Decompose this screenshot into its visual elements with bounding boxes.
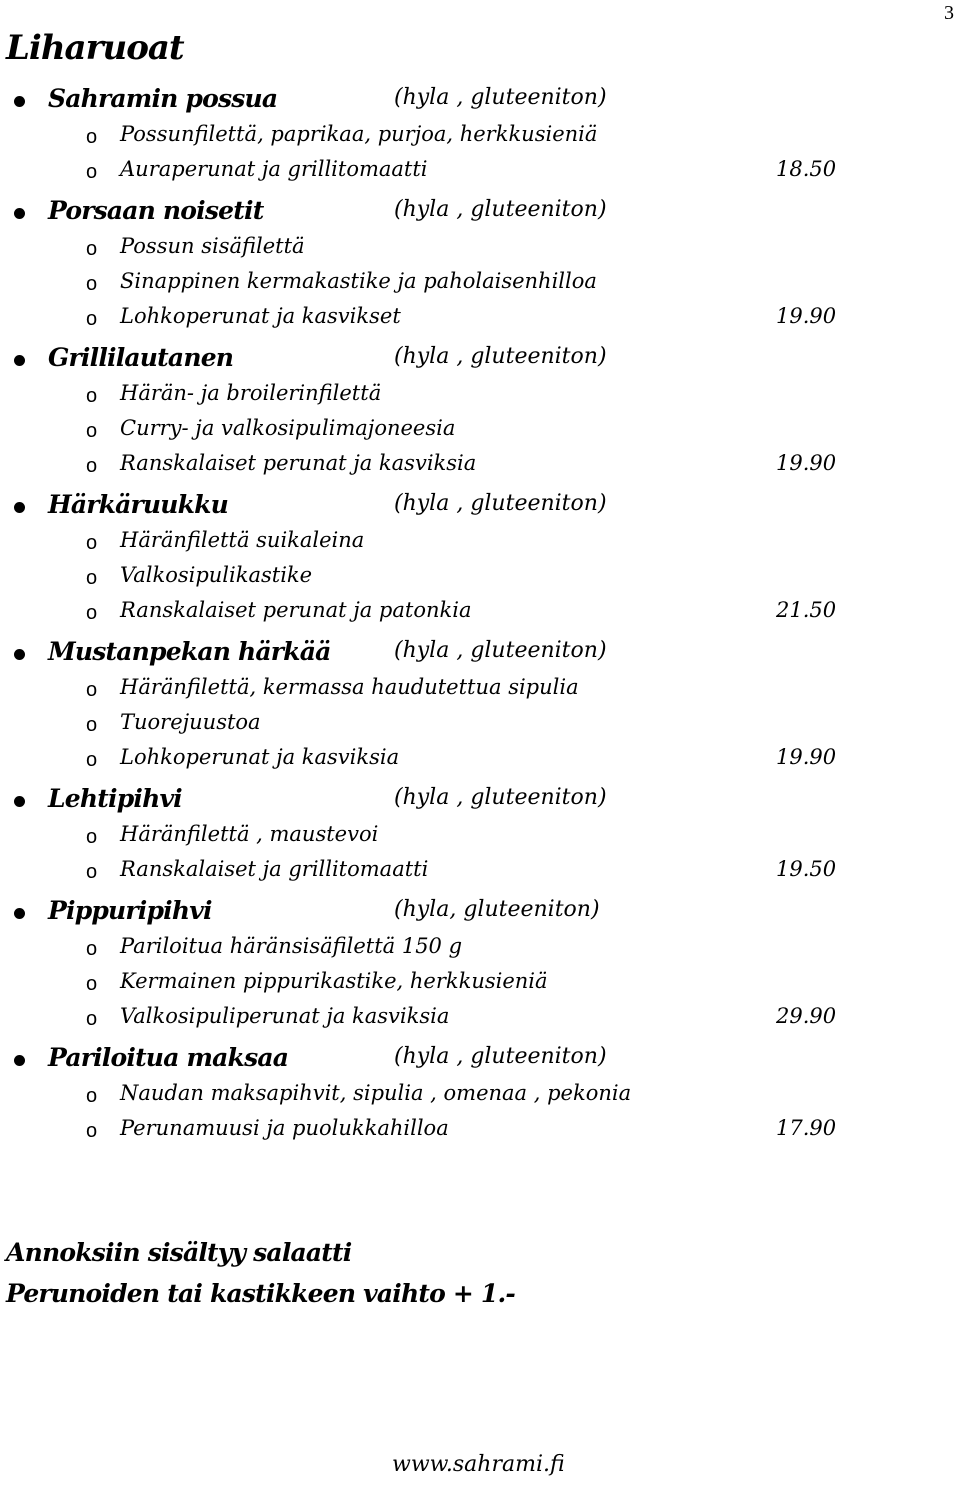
dish-name: Pariloitua maksaa — [48, 1043, 289, 1072]
circle-bullet-icon: o — [86, 861, 98, 883]
dish-detail-text: Pariloitua häränsisäfilettä 150 g — [120, 934, 463, 958]
circle-bullet-icon: o — [86, 420, 98, 442]
dish-detail — [0, 967, 960, 1002]
dish-item — [0, 343, 960, 484]
dish-header — [0, 896, 960, 932]
note-salad-included: Annoksiin sisältyy salaatti — [6, 1238, 352, 1267]
circle-bullet-icon: o — [86, 308, 98, 330]
dish-detail-text: Ranskalaiset perunat ja patonkia — [120, 598, 472, 622]
dish-detail — [0, 526, 960, 561]
page-title: Liharuoat — [6, 28, 184, 68]
dish-detail-text: Auraperunat ja grillitomaatti — [120, 157, 428, 181]
bullet-icon — [14, 502, 25, 513]
circle-bullet-icon: o — [86, 455, 98, 477]
dish-detail — [0, 708, 960, 743]
dish-detail — [0, 1002, 960, 1037]
bullet-icon — [14, 649, 25, 660]
dish-diet-tag: (hyla , gluteeniton) — [394, 491, 607, 516]
circle-bullet-icon: o — [86, 161, 98, 183]
dish-name: Pippuripihvi — [48, 896, 212, 925]
dish-detail — [0, 1079, 960, 1114]
menu-notes — [6, 1238, 515, 1320]
dish-detail-text: Lohkoperunat ja kasviksia — [120, 745, 400, 769]
circle-bullet-icon: o — [86, 826, 98, 848]
dish-header — [0, 196, 960, 232]
bullet-icon — [14, 355, 25, 366]
dish-price: 29.90 — [776, 1004, 837, 1028]
circle-bullet-icon: o — [86, 273, 98, 295]
dish-name: Lehtipihvi — [48, 784, 182, 813]
dish-detail-text: Possun sisäfilettä — [120, 234, 305, 258]
dish-detail-text: Häränfilettä , maustevoi — [120, 822, 379, 846]
dish-detail-text: Sinappinen kermakastike ja paholaisenhilloa — [120, 269, 597, 293]
dish-item — [0, 196, 960, 337]
dish-header — [0, 84, 960, 120]
dish-detail — [0, 932, 960, 967]
bullet-icon — [14, 96, 25, 107]
dish-price: 19.90 — [776, 451, 837, 475]
dish-header — [0, 343, 960, 379]
dish-detail-text: Häränfilettä suikaleina — [120, 528, 365, 552]
dish-item — [0, 84, 960, 190]
dish-header — [0, 637, 960, 673]
page-number: 3 — [944, 2, 954, 24]
bullet-icon — [14, 796, 25, 807]
dish-item — [0, 896, 960, 1037]
dish-item — [0, 784, 960, 890]
dish-detail-text: Ranskalaiset ja grillitomaatti — [120, 857, 429, 881]
circle-bullet-icon: o — [86, 714, 98, 736]
dish-detail — [0, 414, 960, 449]
dish-header — [0, 1043, 960, 1079]
website-url[interactable]: www.sahrami.fi — [392, 1452, 565, 1477]
dish-detail-text: Tuorejuustoa — [120, 710, 261, 734]
dish-detail — [0, 561, 960, 596]
circle-bullet-icon: o — [86, 1085, 98, 1107]
dish-diet-tag: (hyla, gluteeniton) — [394, 897, 600, 922]
bullet-icon — [14, 1055, 25, 1066]
dish-price: 21.50 — [776, 598, 837, 622]
dish-list — [0, 84, 960, 1155]
dish-detail-text: Lohkoperunat ja kasvikset — [120, 304, 401, 328]
dish-detail-text: Häränfilettä, kermassa haudutettua sipulia — [120, 675, 579, 699]
dish-name: Sahramin possua — [48, 84, 278, 113]
circle-bullet-icon: o — [86, 973, 98, 995]
dish-diet-tag: (hyla , gluteeniton) — [394, 344, 607, 369]
bullet-icon — [14, 208, 25, 219]
dish-detail-text: Kermainen pippurikastike, herkkusieniä — [120, 969, 548, 993]
circle-bullet-icon: o — [86, 238, 98, 260]
dish-detail — [0, 743, 960, 778]
dish-detail-text: Ranskalaiset perunat ja kasviksia — [120, 451, 477, 475]
dish-diet-tag: (hyla , gluteeniton) — [394, 1044, 607, 1069]
dish-item — [0, 1043, 960, 1149]
dish-name: Grillilautanen — [48, 343, 234, 372]
dish-detail-text: Valkosipuliperunat ja kasviksia — [120, 1004, 450, 1028]
circle-bullet-icon: o — [86, 938, 98, 960]
dish-item — [0, 637, 960, 778]
dish-item — [0, 490, 960, 631]
dish-detail-text: Curry- ja valkosipulimajoneesia — [120, 416, 456, 440]
note-side-swap: Perunoiden tai kastikkeen vaihto + 1.- — [6, 1279, 515, 1308]
circle-bullet-icon: o — [86, 749, 98, 771]
dish-detail-text: Possunfilettä, paprikaa, purjoa, herkkusieniä — [120, 122, 598, 146]
dish-header — [0, 784, 960, 820]
dish-detail — [0, 232, 960, 267]
bullet-icon — [14, 908, 25, 919]
dish-diet-tag: (hyla , gluteeniton) — [394, 785, 607, 810]
dish-detail — [0, 120, 960, 155]
dish-price: 17.90 — [776, 1116, 837, 1140]
circle-bullet-icon: o — [86, 602, 98, 624]
dish-detail-text: Härän- ja broilerinfilettä — [120, 381, 382, 405]
dish-name: Porsaan noisetit — [48, 196, 264, 225]
circle-bullet-icon: o — [86, 679, 98, 701]
dish-detail — [0, 820, 960, 855]
dish-price: 19.50 — [776, 857, 837, 881]
dish-diet-tag: (hyla , gluteeniton) — [394, 85, 607, 110]
circle-bullet-icon: o — [86, 1120, 98, 1142]
dish-detail — [0, 449, 960, 484]
dish-name: Härkäruukku — [48, 490, 229, 519]
dish-header — [0, 490, 960, 526]
circle-bullet-icon: o — [86, 532, 98, 554]
dish-price: 18.50 — [776, 157, 837, 181]
dish-name: Mustanpekan härkää — [48, 637, 331, 666]
dish-detail — [0, 155, 960, 190]
dish-price: 19.90 — [776, 304, 837, 328]
dish-diet-tag: (hyla , gluteeniton) — [394, 638, 607, 663]
dish-price: 19.90 — [776, 745, 837, 769]
dish-detail — [0, 855, 960, 890]
dish-detail — [0, 1114, 960, 1149]
dish-detail — [0, 302, 960, 337]
dish-detail — [0, 379, 960, 414]
circle-bullet-icon: o — [86, 126, 98, 148]
dish-detail — [0, 267, 960, 302]
dish-detail-text: Valkosipulikastike — [120, 563, 313, 587]
dish-diet-tag: (hyla , gluteeniton) — [394, 197, 607, 222]
circle-bullet-icon: o — [86, 1008, 98, 1030]
dish-detail — [0, 673, 960, 708]
circle-bullet-icon: o — [86, 385, 98, 407]
dish-detail — [0, 596, 960, 631]
dish-detail-text: Naudan maksapihvit, sipulia , omenaa , pekonia — [120, 1081, 632, 1105]
circle-bullet-icon: o — [86, 567, 98, 589]
dish-detail-text: Perunamuusi ja puolukkahilloa — [120, 1116, 449, 1140]
